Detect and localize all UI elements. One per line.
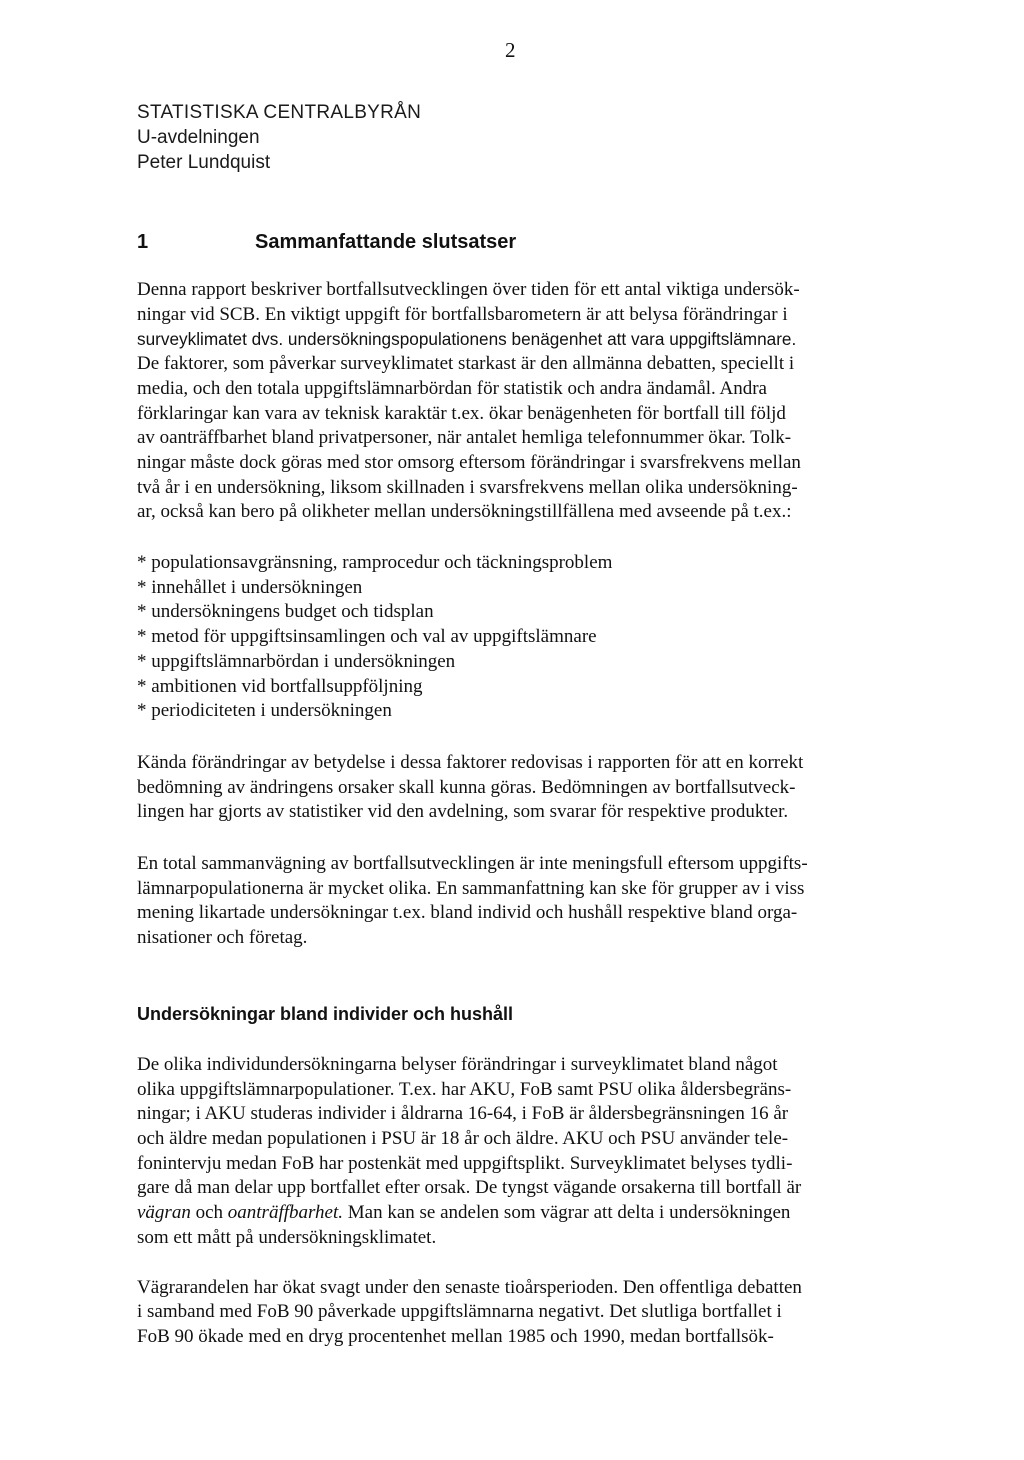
paragraph-line: bedömning av ändringens orsaker skall kunna göras. Bedömningen av bortfallsutveck- (137, 776, 796, 798)
intro-line: av oanträffbarhet bland privatpersoner, när antalet hemliga telefonnummer ökar. Tolk- (137, 427, 792, 449)
intro-line: media, och den totala uppgiftslämnarbördan för statistik och andra ändamål. Andra (137, 377, 767, 399)
list-item: * ambitionen vid bortfallsuppföljning (137, 675, 423, 697)
paragraph-line: fonintervju medan FoB har postenkät med uppgiftsplikt. Surveyklimatet belyses tydli- (137, 1152, 793, 1174)
subsection-heading: Undersökningar bland individer och hushåll (137, 1003, 514, 1024)
paragraph-line: som ett mått på undersökningsklimatet. (137, 1226, 437, 1248)
paragraph-line (137, 1201, 897, 1226)
paragraph-line: olika uppgiftslämnarpopulationer. T.ex. har AKU, FoB samt PSU olika åldersbegräns- (137, 1078, 792, 1100)
intro-line: ningar måste dock göras med stor omsorg eftersom förändringar i svarsfrekvens mellan (137, 451, 801, 473)
total-weighting-paragraph (137, 852, 897, 951)
intro-line: ar, också kan bero på olikheter mellan undersökningstillfällena med avseende på t.ex.: (137, 501, 792, 523)
section-title: Sammanfattande slutsatser (255, 231, 517, 253)
paragraph-line: De olika individundersökningarna belyser förändringar i surveyklimatet bland något (137, 1053, 778, 1075)
paragraph-line: FoB 90 ökade med en dryg procentenhet mellan 1985 och 1990, medan bortfallsök- (137, 1325, 774, 1347)
list-item: * innehållet i undersökningen (137, 576, 363, 598)
author-name: Peter Lundquist (137, 152, 271, 173)
list-item: * uppgiftslämnarbördan i undersökningen (137, 650, 456, 672)
paragraph-line: En total sammanvägning av bortfallsutvecklingen är inte meningsfull eftersom uppgifts- (137, 853, 808, 875)
paragraph-line: gare då man delar upp bortfallet efter orsak. De tyngst vägande orsakerna till bortfall är (137, 1177, 802, 1199)
organization-name: STATISTISKA CENTRALBYRÅN (137, 102, 422, 123)
intro-line: två år i en undersökning, liksom skillnaden i svarsfrekvens mellan olika undersökning- (137, 476, 798, 498)
intro-line: De faktorer, som påverkar surveyklimatet starkast är den allmänna debatten, speciellt i (137, 353, 795, 375)
intro-line: surveyklimatet dvs. undersökningspopulationens benägenhet att vara uppgiftslämnare. (137, 329, 797, 350)
body-content (137, 278, 897, 1350)
intro-line: förklaringar kan vara av teknisk karaktär t.ex. ökar benägenheten för bortfall till följd (137, 402, 786, 424)
paragraph-line: mening likartade undersökningar t.ex. bland individ och hushåll respektive bland orga- (137, 902, 798, 924)
paragraph-line: och äldre medan populationen i PSU är 18 år och äldre. AKU och PSU använder tele- (137, 1127, 789, 1149)
page-number: 2 (505, 38, 516, 62)
individual-surveys-paragraph (137, 1053, 897, 1251)
emphasis-refusal: vägran (137, 1202, 191, 1224)
department-name: U-avdelningen (137, 127, 260, 148)
factor-list (137, 551, 897, 724)
paragraph-line: nisationer och företag. (137, 927, 308, 949)
list-item: * metod för uppgiftsinsamlingen och val av uppgiftslämnare (137, 626, 597, 648)
emphasis-unreachability: oanträffbarhet. (227, 1202, 344, 1224)
paragraph-line: Kända förändringar av betydelse i dessa faktorer redovisas i rapporten för att en korrekt (137, 751, 804, 773)
paragraph-line: Vägrarandelen har ökat svagt under den senaste tioårsperioden. Den offentliga debatten (137, 1276, 802, 1298)
list-item: * periodiciteten i undersökningen (137, 700, 392, 722)
list-item: * populationsavgränsning, ramprocedur och täckningsproblem (137, 552, 613, 574)
connector-text: och (190, 1202, 228, 1224)
line-rest: Man kan se andelen som vägrar att delta i undersökningen (343, 1202, 791, 1224)
paragraph-line: lingen har gjorts av statistiker vid den avdelning, som svarar för respektive produkter. (137, 801, 789, 823)
intro-line: ningar vid SCB. En viktigt uppgift för bortfallsbarometern är att belysa förändringar i (137, 303, 788, 325)
known-changes-paragraph (137, 751, 897, 825)
list-item: * undersökningens budget och tidsplan (137, 601, 434, 623)
paragraph-line: ningar; i AKU studeras individer i åldrarna 16-64, i FoB är åldersbegränsningen 16 år (137, 1103, 789, 1125)
letterhead (137, 100, 421, 175)
section-number: 1 (137, 231, 149, 253)
refusal-paragraph (137, 1276, 897, 1350)
paragraph-line: lämnarpopulationerna är mycket olika. En sammanfattning kan ske för grupper av i viss (137, 877, 805, 899)
intro-paragraph (137, 278, 897, 525)
intro-line: Denna rapport beskriver bortfallsutvecklingen över tiden för ett antal viktiga undersök- (137, 279, 800, 300)
paragraph-line: i samband med FoB 90 påverkade uppgiftslämnarna negativt. Det slutliga bortfallet i (137, 1301, 782, 1323)
